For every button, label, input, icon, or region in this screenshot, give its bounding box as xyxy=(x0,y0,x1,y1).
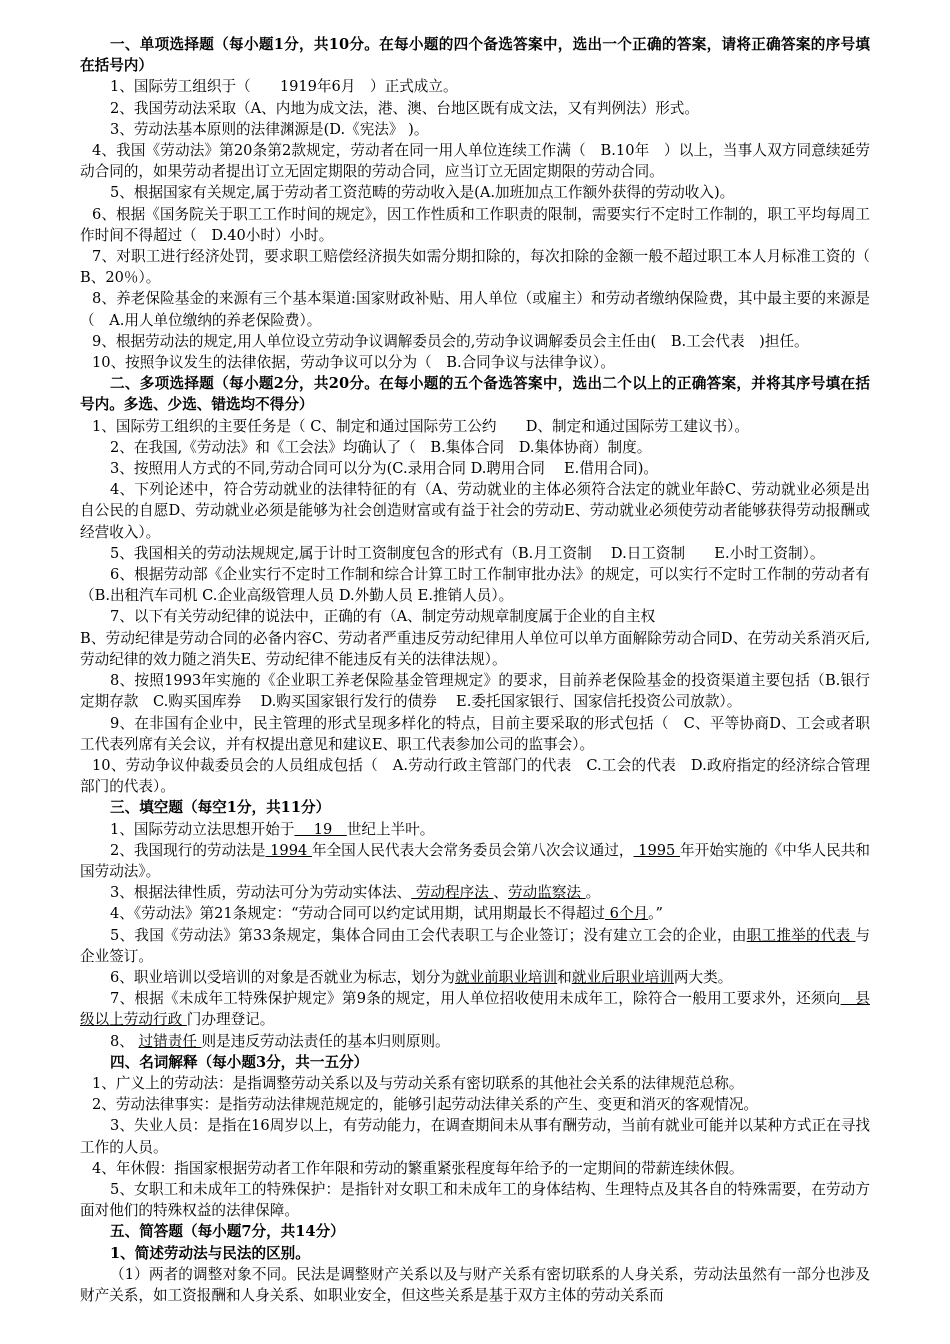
text-run: 2、劳动法律事实：是指劳动法律规范规定的，能够引起劳动法律关系的产生、变更和消灭的客观情况。 xyxy=(92,1096,759,1114)
text-run: 、 xyxy=(493,884,509,902)
text-run: 1、国际劳动立法思想开始于 xyxy=(110,820,295,838)
text-run: 五、简答题（每小题7分，共14分） xyxy=(110,1223,345,1241)
text-run: 5、根据国家有关规定,属于劳动者工资范畴的劳动收入是(A.加班加点工作额外获得的劳动收入)。 xyxy=(110,184,735,202)
filled-blank-answer: 6个月 xyxy=(605,905,649,923)
filled-blank-answer: 县级以上劳动行政 xyxy=(80,990,870,1029)
paragraph-q4-1 xyxy=(80,1073,870,1094)
filled-blank-answer: 过错责任 xyxy=(138,1032,202,1050)
text-run: 年开始实施的《中华人民共和国劳动法》。 xyxy=(80,841,870,880)
filled-blank-answer: 1994 xyxy=(265,841,312,859)
text-run: 1、国际劳工组织于（ 1919年6月 ）正式成立。 xyxy=(110,78,458,96)
paragraph-q1-2 xyxy=(80,98,870,119)
text-run: 则是违反劳动法责任的基本归则原则。 xyxy=(201,1032,450,1050)
text-run: 10、按照争议发生的法律依据，劳动争议可以分为（ B.合同争议与法律争议）。 xyxy=(92,354,615,372)
paragraph-q2-6 xyxy=(80,564,870,606)
text-run: 9、在非国有企业中，民主管理的形式呈现多样化的特点，目前主要采取的形式包括（ C、平等协商D、工会或者职工代表列席有关会议，并有权提出意见和建议E、职工代表参加公司的监事会）。 xyxy=(80,714,870,753)
text-run: 门办理登记。 xyxy=(186,1011,275,1029)
text-run: 4、我国《劳动法》第20条第2款规定，劳动者在同一用人单位连续工作满（ B.10年 ）以上，当事人双方同意续延劳动合同的，如果劳动者提出订立无固定期限的劳动合同，应当订立无固定期限的劳动合同。 xyxy=(80,142,870,181)
paragraph-q2-5 xyxy=(80,543,870,564)
text-run: 3、劳动法基本原则的法律渊源是(D.《宪法》 )。 xyxy=(110,120,429,138)
text-run: 5、女职工和未成年工的特殊保护：是指针对女职工和未成年工的身体结构、生理特点及其各自的特殊需要，在劳动方面对他们的特殊权益的法律保障。 xyxy=(80,1180,870,1220)
paragraph-q3-5 xyxy=(80,925,870,967)
paragraph-q1-3 xyxy=(80,119,870,140)
paragraph-q2-9 xyxy=(80,713,870,755)
filled-blank-answer: 1995 xyxy=(633,841,680,859)
paragraph-q4-5 xyxy=(80,1179,870,1221)
text-run: 三、填空题（每空1分，共11分） xyxy=(110,799,331,817)
paragraph-q2-4 xyxy=(80,479,870,543)
paragraph-q1-5 xyxy=(80,182,870,203)
paragraph-q4-3 xyxy=(80,1115,870,1157)
paragraph-q2-10 xyxy=(80,755,870,797)
paragraph-q2-2 xyxy=(80,437,870,458)
text-run: 2、在我国,《劳动法》和《工会法》均确认了（ B.集体合同 D.集体协商）制度。 xyxy=(110,438,652,456)
paragraph-q2-3 xyxy=(80,458,870,479)
section-heading-h4 xyxy=(80,1052,870,1073)
text-run: 与企业签订。 xyxy=(80,926,871,965)
text-run: （1）两者的调整对象不同。民法是调整财产关系以及与财产关系有密切联系的人身关系，劳动法虽然有一部分也涉及财产关系，如工资报酬和人身关系、如职业安全，但这些关系是基于双方主体的劳动关系而 xyxy=(80,1265,870,1304)
section-heading-h1 xyxy=(80,34,870,76)
section-heading-h3 xyxy=(80,797,870,818)
text-run: 1、国际劳工组织的主要任务是（ C、制定和通过国际劳工公约 D、制定和通过国际劳工建议书）。 xyxy=(92,417,750,435)
filled-blank-answer: 就业前职业培训 xyxy=(454,968,558,986)
paragraph-q3-2 xyxy=(80,840,870,882)
text-run: B、劳动纪律是劳动合同的必备内容C、劳动者严重违反劳动纪律用人单位可以单方面解除劳动合同D、在劳动关系消灭后,劳动纪律的效力随之消失E、劳动纪律不能违反有关的法律法规）。 xyxy=(80,629,870,668)
paragraph-q1-7 xyxy=(80,246,885,288)
paragraph-q1-9 xyxy=(80,331,870,352)
paragraph-q3-4 xyxy=(80,903,870,924)
text-run: 7、以下有关劳动纪律的说法中，正确的有（A、制定劳动规章制度属于企业的自主权 xyxy=(110,608,656,626)
paragraph-q1-8 xyxy=(80,288,870,330)
text-run: 3、失业人员：是指在16周岁以上，有劳动能力，在调查期间未从事有酬劳动，当前有就业可能并以某种方式正在寻找工作的人员。 xyxy=(80,1117,870,1156)
text-run: 5、我国《劳动法》第33条规定，集体合同由工会代表职工与企业签订；没有建立工会的企业，由 xyxy=(110,926,747,944)
paragraph-q1-10 xyxy=(80,352,870,373)
filled-blank-answer: 劳动监察法 xyxy=(508,884,586,902)
text-run: 。” xyxy=(648,905,663,923)
text-run: 3、根据法律性质，劳动法可分为劳动实体法、 xyxy=(110,884,412,902)
text-run: 1、广义上的劳动法：是指调整劳动关系以及与劳动关系有密切联系的其他社会关系的法律规范总称。 xyxy=(92,1074,744,1092)
text-run: 6、职业培训以受培训的对象是否就业为标志，划分为 xyxy=(110,968,455,986)
text-run: 3、按照用人方式的不同,劳动合同可以分为(C.录用合同 D.聘用合同 E.借用合同)。 xyxy=(110,460,658,478)
text-run: 。 xyxy=(585,884,601,902)
text-run: 2、我国现行的劳动法是 xyxy=(110,841,266,859)
paragraph-q3-1 xyxy=(80,819,870,840)
section-heading-h2 xyxy=(80,373,870,415)
paragraph-q3-8 xyxy=(80,1031,870,1052)
text-run: 四、名词解释（每小题3分，共一五分） xyxy=(110,1053,369,1071)
filled-blank-answer: 19 xyxy=(294,820,347,838)
section-heading-h5 xyxy=(80,1221,870,1242)
text-run: 7、对职工进行经济处罚，要求职工赔偿经济损失如需分期扣除的，每次扣除的金额一般不超过职工本人月标准工资的（ B、20％）。 xyxy=(80,248,885,287)
section-heading-q5-1 xyxy=(80,1243,870,1264)
paragraph-q2-7 xyxy=(80,606,870,627)
text-run: 7、根据《未成年工特殊保护规定》第9条的规定，用人单位招收使用未成年工，除符合一般用工要求外，还须向 xyxy=(110,990,841,1008)
text-run: 4、下列论述中，符合劳动就业的法律特征的有（A、劳动就业的主体必须符合法定的就业年龄C、劳动就业必须是出自公民的自愿D、劳动就业必须是能够为社会创造财富或有益于社会的劳动E、劳动就业必须使劳动者能够获得劳动报酬或经营收入）。 xyxy=(80,481,870,541)
paragraph-q3-3 xyxy=(80,882,870,903)
paragraph-q1-1 xyxy=(80,76,870,97)
paragraph-q1-6 xyxy=(80,204,870,246)
text-run: 6、根据劳动部《企业实行不定时工作制和综合计算工时工作制审批办法》的规定，可以实行不定时工作制的劳动者有（B.出租汽车司机 C.企业高级管理人员 D.外勤人员 E.推销人员）。 xyxy=(80,566,870,605)
text-run: 8、 xyxy=(110,1032,139,1050)
text-run: 两大类。 xyxy=(673,968,733,986)
text-run: 世纪上半叶。 xyxy=(346,820,435,838)
paragraph-q5-1a xyxy=(80,1264,870,1306)
text-run: 2、我国劳动法采取（A、内地为成文法，港、澳、台地区既有成文法，又有判例法）形式。 xyxy=(110,99,699,117)
text-run: 4、年休假：指国家根据劳动者工作年限和劳动的繁重紧张程度每年给予的一定期间的带薪连续休假。 xyxy=(92,1159,744,1177)
paragraph-q2-7b xyxy=(80,628,870,670)
paragraph-q4-2 xyxy=(80,1094,870,1115)
filled-blank-answer: 就业后职业培训 xyxy=(571,968,674,986)
text-run: 9、根据劳动法的规定,用人单位设立劳动争议调解委员会的,劳动争议调解委员会主任由( B.工会代表 )担任。 xyxy=(92,332,809,350)
text-run: 8、按照1993年实施的《企业职工养老保险基金管理规定》的要求，目前养老保险基金的投资渠道主要包括（B.银行定期存款 C.购买国库券 D.购买国家银行发行的债券 E.委托国家银行、国家信托投资公司放款）。 xyxy=(80,672,870,711)
text-run: 4、《劳动法》第21条规定：“劳动合同可以约定试用期，试用期最长不得超过 xyxy=(110,905,606,923)
paragraph-q3-7 xyxy=(80,988,870,1030)
text-run: 10、劳动争议仲裁委员会的人员组成包括（ A.劳动行政主管部门的代表 C.工会的代表 D.政府指定的经济综合管理部门的代表）。 xyxy=(80,756,870,796)
text-run: 一、单项选择题（每小题1分，共10分。在每小题的四个备选答案中，选出一个正确的答案，请将正确答案的序号填在括号内） xyxy=(80,36,870,75)
text-run: 和 xyxy=(557,968,572,986)
text-run: 6、根据《国务院关于职工工作时间的规定》，因工作性质和工作职责的限制，需要实行不定时工作制的，职工平均每周工作时间不得超过（ D.40小时）小时。 xyxy=(80,205,870,244)
paragraph-q2-1 xyxy=(80,416,870,437)
text-run: 8、养老保险基金的来源有三个基本渠道:国家财政补贴、用人单位（或雇主）和劳动者缴纳保险费，其中最主要的来源是（ A.用人单位缴纳的养老保险费）。 xyxy=(80,290,870,329)
text-run: 5、我国相关的劳动法规规定,属于计时工资制度包含的形式有（B.月工资制 D.日工资制 E.小时工资制）。 xyxy=(110,544,825,562)
paragraph-q1-4 xyxy=(80,140,870,182)
paragraph-q2-8 xyxy=(80,670,870,712)
text-run: 1、简述劳动法与民法的区别。 xyxy=(110,1244,310,1262)
paragraph-q4-4 xyxy=(80,1158,870,1179)
document-body xyxy=(80,34,885,1306)
paragraph-q3-6 xyxy=(80,967,870,988)
filled-blank-answer: 劳动程序法 xyxy=(411,884,494,902)
text-run: 年全国人民代表大会常务委员会第八次会议通过， xyxy=(311,841,634,859)
text-run: 二、多项选择题（每小题2分，共20分。在每小题的五个备选答案中，选出二个以上的正确答案，并将其序号填在括号内。多选、少选、错选均不得分） xyxy=(80,375,870,414)
filled-blank-answer: 职工推举的代表 xyxy=(746,926,856,944)
